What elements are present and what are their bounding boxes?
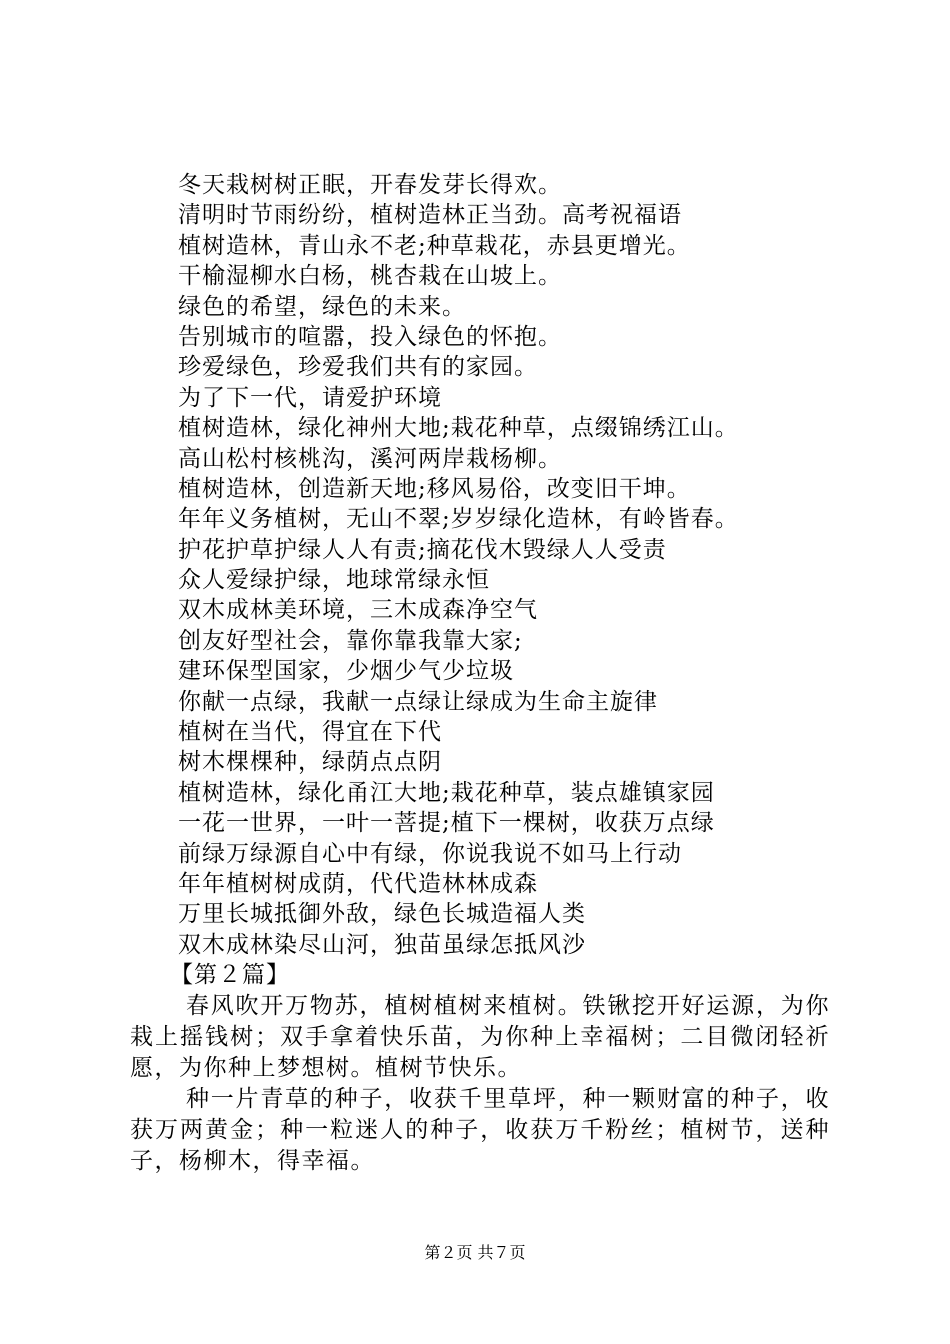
slogan-line: 双木成林染尽山河，独苗虽绿怎抵风沙 — [178, 931, 586, 958]
document-body — [130, 170, 830, 1177]
page-number-label: 第２页 共７页 — [424, 1243, 526, 1262]
slogan-line: 告别城市的喧嚣，投入绿色的怀抱。 — [178, 323, 562, 350]
slogan-line: 绿色的希望，绿色的未来。 — [178, 293, 466, 320]
body-paragraph: 种一片青草的种子，收获千里草坪，种一颗财富的种子，收获万两黄金；种一粒迷人的种子，收获万千粉丝；植树节，送种子，杨柳木，得幸福。 — [130, 1085, 830, 1174]
slogan-line: 干榆湿柳水白杨，桃杏栽在山坡上。 — [178, 263, 562, 290]
slogan-line: 植树在当代，得宜在下代 — [178, 719, 442, 746]
slogan-line: 植树造林，绿化甬江大地;栽花种草，装点雄镇家园 — [178, 779, 715, 806]
slogan-line: 珍爱绿色，珍爱我们共有的家园。 — [178, 354, 538, 381]
slogan-line: 年年义务植树，无山不翠;岁岁绿化造林，有岭皆春。 — [178, 506, 739, 533]
slogan-list — [130, 170, 830, 960]
slogan-line: 高山松村核桃沟，溪河两岸栽杨柳。 — [178, 445, 562, 472]
slogan-line: 植树造林，创造新天地;移风易俗，改变旧干坤。 — [178, 475, 691, 502]
slogan-line: 前绿万绿源自心中有绿，你说我说不如马上行动 — [178, 840, 682, 867]
slogan-line: 众人爱绿护绿，地球常绿永恒 — [178, 567, 490, 594]
slogan-line: 清明时节雨纷纷，植树造林正当劲。高考祝福语 — [178, 202, 682, 229]
slogan-line: 你献一点绿，我献一点绿让绿成为生命主旋律 — [178, 688, 658, 715]
slogan-line: 建环保型国家，少烟少气少垃圾 — [178, 658, 514, 685]
slogan-line: 年年植树树成荫，代代造林林成森 — [178, 870, 538, 897]
slogan-line: 双木成林美环境，三木成森净空气 — [178, 597, 538, 624]
slogan-line: 护花护草护绿人人有责;摘花伐木毁绿人人受责 — [178, 536, 667, 563]
slogan-line: 一花一世界，一叶一菩提;植下一棵树，收获万点绿 — [178, 810, 715, 837]
slogan-line: 植树造林，绿化神州大地;栽花种草，点缀锦绣江山。 — [178, 415, 739, 442]
body-paragraph: 春风吹开万物苏，植树植树来植树。铁锹挖开好运源，为你栽上摇钱树；双手拿着快乐苗，为你种上幸福树；二目微闭轻祈愿，为你种上梦想树。植树节快乐。 — [130, 992, 830, 1081]
page-footer — [0, 1242, 950, 1264]
slogan-line: 万里长城抵御外敌，绿色长城造福人类 — [178, 901, 586, 928]
section-heading: 【第２篇】 — [170, 962, 290, 989]
slogan-line: 创友好型社会，靠你靠我靠大家; — [178, 627, 523, 654]
slogan-line: 树木棵棵种，绿荫点点阴 — [178, 749, 442, 776]
slogan-line: 冬天栽树树正眠，开春发芽长得欢。 — [178, 172, 562, 198]
slogan-line: 为了下一代，请爱护环境 — [178, 384, 442, 411]
slogan-line: 植树造林，青山永不老;种草栽花，赤县更增光。 — [178, 232, 691, 259]
